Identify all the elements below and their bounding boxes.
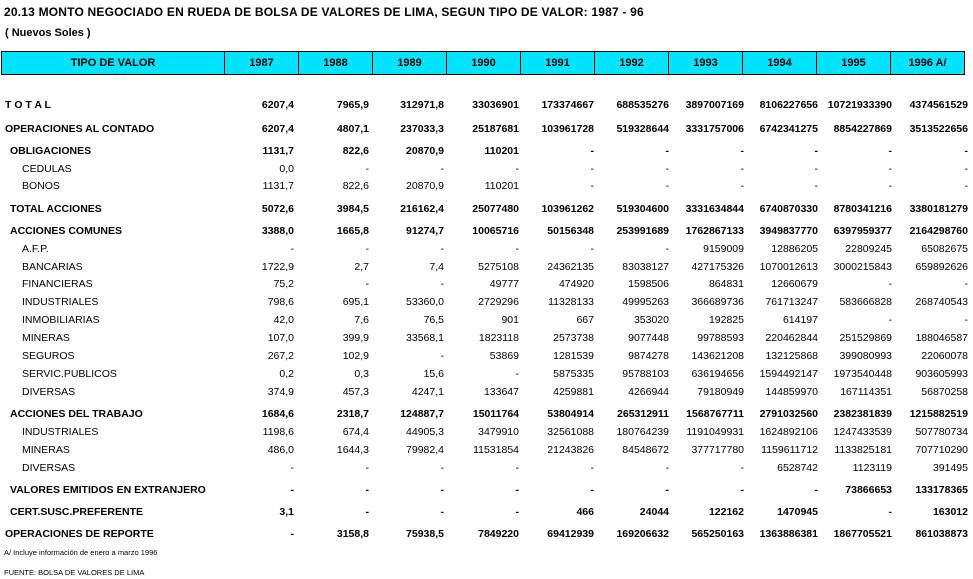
table-cell: -	[440, 506, 444, 518]
table-cell: 1363886381	[759, 528, 818, 540]
row-label: OPERACIONES AL CONTADO	[5, 123, 155, 135]
table-cell: 861038873	[915, 528, 968, 540]
header-year: 1994	[742, 51, 816, 75]
row-label: DIVERSAS	[22, 462, 76, 474]
table-cell: 1123119	[852, 462, 892, 474]
table-cell: 366689736	[691, 296, 744, 308]
table-cell: 95788103	[622, 368, 669, 380]
row-label: MINERAS	[22, 332, 70, 344]
table-cell: 399,9	[342, 332, 369, 344]
table-cell: 53804914	[547, 408, 594, 420]
row-label: SEGUROS	[22, 350, 75, 362]
table-cell: 12886205	[771, 243, 818, 255]
table-cell: -	[888, 314, 892, 326]
table-row	[0, 460, 973, 476]
table-cell: -	[440, 163, 444, 175]
table-row	[0, 294, 973, 310]
table-cell: 253991689	[616, 225, 669, 237]
table-cell: 25187681	[472, 123, 519, 135]
table-cell: 5072,6	[261, 203, 294, 215]
row-label: BONOS	[22, 180, 60, 192]
table-cell: 822,6	[342, 180, 369, 192]
table-cell: 103961728	[541, 123, 594, 135]
table-cell: 901	[501, 314, 519, 326]
table-cell: -	[440, 243, 444, 255]
table-cell: 7965,9	[336, 99, 369, 111]
table-cell: 1684,6	[261, 408, 294, 420]
table-cell: 3158,8	[336, 528, 369, 540]
row-label: T O T A L	[5, 99, 51, 111]
table-cell: 143621208	[691, 350, 744, 362]
table-cell: 1070012613	[759, 261, 818, 273]
row-label: A.F.P.	[22, 243, 49, 255]
table-row	[0, 143, 973, 159]
table-cell: 5275108	[478, 261, 519, 273]
table-cell: 8106227656	[759, 99, 818, 111]
table-cell: -	[365, 243, 369, 255]
table-cell: 9874278	[628, 350, 669, 362]
table-cell: -	[740, 145, 744, 157]
table-cell: 6207,4	[261, 123, 294, 135]
table-row	[0, 259, 973, 275]
table-cell: -	[814, 145, 818, 157]
table-cell: 798,6	[267, 296, 294, 308]
table-cell: 4374561529	[909, 99, 968, 111]
table-cell: 659892626	[915, 261, 968, 273]
page-title: 20.13 MONTO NEGOCIADO EN RUEDA DE BOLSA DE VALORES DE LIMA, SEGUN TIPO DE VALOR: 1987 - 96	[4, 5, 644, 19]
row-label: OPERACIONES DE REPORTE	[5, 528, 154, 540]
table-cell: 76,5	[423, 314, 444, 326]
table-cell: -	[964, 180, 968, 192]
table-cell: 3479910	[478, 426, 519, 438]
table-cell: 144859970	[765, 386, 818, 398]
table-cell: 1159611712	[761, 444, 818, 456]
table-cell: -	[515, 163, 519, 175]
table-cell: 79982,4	[406, 444, 444, 456]
table-cell: 124887,7	[400, 408, 444, 420]
table-row	[0, 312, 973, 328]
table-cell: -	[665, 180, 669, 192]
table-cell: 6528742	[777, 462, 818, 474]
table-header	[1, 51, 972, 75]
table-cell: 180764239	[616, 426, 669, 438]
table-cell: 53869	[489, 350, 519, 362]
source-note: FUENTE: BOLSA DE VALORES DE LIMA	[4, 568, 145, 577]
table-cell: -	[290, 243, 294, 255]
table-cell: 75938,5	[406, 528, 444, 540]
table-cell: 6397959377	[833, 225, 892, 237]
header-year: 1988	[298, 51, 372, 75]
table-cell: 3000215843	[833, 261, 892, 273]
table-cell: 22060078	[921, 350, 968, 362]
table-cell: 707710290	[915, 444, 968, 456]
table-cell: 15,6	[423, 368, 444, 380]
table-row	[0, 276, 973, 292]
table-cell: 169206632	[616, 528, 669, 540]
table-cell: 519328644	[616, 123, 669, 135]
table-cell: 636194656	[691, 368, 744, 380]
table-cell: 4807,1	[336, 123, 369, 135]
table-cell: -	[964, 314, 968, 326]
row-label: TOTAL ACCIONES	[10, 203, 102, 215]
table-cell: -	[590, 145, 594, 157]
table-cell: -	[665, 163, 669, 175]
row-label: CEDULAS	[22, 163, 72, 175]
table-cell: 22809245	[845, 243, 892, 255]
row-label: SERVIC.PUBLICOS	[22, 368, 117, 380]
table-row	[0, 406, 973, 422]
row-label: FINANCIERAS	[22, 278, 93, 290]
table-cell: 49995263	[622, 296, 669, 308]
table-cell: 688535276	[616, 99, 669, 111]
table-cell: 11531854	[473, 444, 519, 456]
table-row	[0, 201, 973, 217]
table-row	[0, 97, 973, 113]
table-cell: -	[365, 278, 369, 290]
table-cell: 65082675	[921, 243, 968, 255]
table-row	[0, 330, 973, 346]
table-cell: 91274,7	[406, 225, 444, 237]
table-cell: 3331634844	[685, 203, 744, 215]
table-cell: 1624892106	[759, 426, 818, 438]
table-cell: 3331757006	[685, 123, 744, 135]
table-cell: 3897007169	[685, 99, 744, 111]
table-row	[0, 348, 973, 364]
table-cell: 1191049931	[686, 426, 744, 438]
header-year: 1995	[816, 51, 890, 75]
table-cell: -	[590, 243, 594, 255]
table-cell: -	[888, 163, 892, 175]
table-cell: 667	[576, 314, 594, 326]
table-cell: -	[365, 163, 369, 175]
table-cell: -	[515, 484, 519, 496]
table-cell: 132125868	[765, 350, 818, 362]
table-cell: 6742341275	[759, 123, 818, 135]
table-cell: 133178365	[915, 484, 968, 496]
table-cell: -	[740, 462, 744, 474]
row-label: INMOBILIARIAS	[22, 314, 100, 326]
table-cell: 122162	[708, 506, 744, 518]
table-cell: 674,4	[342, 426, 369, 438]
header-year: 1990	[446, 51, 520, 75]
table-cell: 188046587	[915, 332, 968, 344]
header-year: 1992	[594, 51, 668, 75]
table-cell: 102,9	[342, 350, 369, 362]
table-cell: 1823118	[478, 332, 519, 344]
table-cell: -	[740, 484, 744, 496]
table-cell: 0,2	[279, 368, 294, 380]
table-cell: -	[665, 462, 669, 474]
table-cell: 0,0	[279, 163, 294, 175]
table-cell: -	[740, 163, 744, 175]
table-cell: 1598506	[628, 278, 669, 290]
table-cell: 3388,0	[261, 225, 294, 237]
table-row	[0, 241, 973, 257]
row-label: MINERAS	[22, 444, 70, 456]
table-cell: -	[590, 180, 594, 192]
table-cell: 220462844	[765, 332, 818, 344]
table-cell: 457,3	[342, 386, 369, 398]
table-cell: 110201	[484, 180, 519, 192]
row-label: INDUSTRIALES	[22, 426, 99, 438]
table-cell: 1133825181	[834, 444, 892, 456]
header-year: 1996 A/	[890, 51, 965, 75]
header-year: 1991	[520, 51, 594, 75]
table-cell: 44905,3	[406, 426, 444, 438]
table-cell: 761713247	[765, 296, 818, 308]
table-cell: -	[888, 506, 892, 518]
table-cell: -	[440, 350, 444, 362]
table-cell: -	[365, 506, 369, 518]
footnote: A/ Incluye información de enero a marzo 1996	[4, 548, 158, 557]
table-cell: 1644,3	[336, 444, 369, 456]
table-cell: 73866653	[845, 484, 892, 496]
table-cell: 267,2	[267, 350, 294, 362]
table-cell: 20870,9	[406, 145, 444, 157]
page-subtitle: ( Nuevos Soles )	[5, 27, 91, 39]
table-cell: 11328133	[548, 296, 594, 308]
table-cell: 99788593	[697, 332, 744, 344]
table-row	[0, 366, 973, 382]
table-cell: 10721933390	[827, 99, 892, 111]
table-cell: 4259881	[553, 386, 594, 398]
table-cell: 33568,1	[406, 332, 444, 344]
table-cell: 3,1	[279, 506, 294, 518]
table-cell: 1568767711	[686, 408, 744, 420]
table-cell: 192825	[708, 314, 744, 326]
table-cell: 3380181279	[909, 203, 968, 215]
header-tipo-de-valor: TIPO DE VALOR	[1, 51, 224, 75]
row-label: ACCIONES DEL TRABAJO	[10, 408, 143, 420]
table-cell: -	[440, 484, 444, 496]
row-label: ACCIONES COMUNES	[10, 225, 123, 237]
table-cell: 265312911	[617, 408, 669, 420]
table-cell: -	[814, 180, 818, 192]
table-cell: -	[964, 163, 968, 175]
table-row	[0, 526, 973, 542]
table-cell: 2573738	[553, 332, 594, 344]
table-cell: -	[964, 145, 968, 157]
table-cell: -	[888, 278, 892, 290]
table-cell: 353020	[633, 314, 669, 326]
table-cell: 133647	[483, 386, 519, 398]
table-cell: 486,0	[267, 444, 294, 456]
table-cell: -	[440, 278, 444, 290]
table-cell: 163012	[932, 506, 968, 518]
table-row	[0, 442, 973, 458]
table-cell: 9077448	[628, 332, 669, 344]
table-cell: 2164298760	[909, 225, 968, 237]
table-cell: 377717780	[691, 444, 744, 456]
table-row	[0, 178, 973, 194]
table-cell: 107,0	[267, 332, 294, 344]
table-cell: 3984,5	[336, 203, 369, 215]
table-cell: 312971,8	[400, 99, 444, 111]
table-cell: 110201	[484, 145, 519, 157]
table-cell: -	[814, 484, 818, 496]
table-cell: 49777	[489, 278, 519, 290]
table-cell: -	[590, 163, 594, 175]
table-cell: 237033,3	[400, 123, 444, 135]
table-cell: -	[590, 484, 594, 496]
table-cell: 2,7	[354, 261, 369, 273]
table-cell: 614197	[782, 314, 818, 326]
table-cell: 216162,4	[400, 203, 444, 215]
table-cell: 7,4	[429, 261, 444, 273]
table-cell: 6740870330	[759, 203, 818, 215]
table-cell: 391495	[932, 462, 968, 474]
row-label: BANCARIAS	[22, 261, 83, 273]
table-cell: 695,1	[342, 296, 369, 308]
table-cell: 56870258	[921, 386, 968, 398]
table-cell: -	[515, 462, 519, 474]
table-cell: 83038127	[622, 261, 669, 273]
table-cell: 1470945	[777, 506, 818, 518]
table-cell: -	[665, 243, 669, 255]
row-label: INDUSTRIALES	[22, 296, 99, 308]
table-cell: 507780734	[915, 426, 968, 438]
table-cell: 4247,1	[411, 386, 444, 398]
table-cell: 268740543	[915, 296, 968, 308]
table-cell: -	[665, 484, 669, 496]
table-cell: 24362135	[547, 261, 594, 273]
table-cell: 1722,9	[261, 261, 294, 273]
table-cell: 2382381839	[833, 408, 892, 420]
table-cell: -	[740, 180, 744, 192]
table-cell: 822,6	[342, 145, 369, 157]
table-cell: 50156348	[547, 225, 594, 237]
table-cell: 864831	[708, 278, 744, 290]
table-cell: 1198,6	[262, 426, 294, 438]
table-cell: -	[515, 506, 519, 518]
table-cell: 427175326	[691, 261, 744, 273]
table-cell: 374,9	[267, 386, 294, 398]
table-cell: 5875335	[553, 368, 594, 380]
table-cell: 32561088	[547, 426, 594, 438]
table-row	[0, 504, 973, 520]
table-cell: 6207,4	[261, 99, 294, 111]
table-cell: -	[814, 163, 818, 175]
table-cell: 10065716	[472, 225, 519, 237]
table-cell: 33036901	[472, 99, 519, 111]
table-cell: -	[365, 484, 369, 496]
table-cell: 1973540448	[833, 368, 892, 380]
table-cell: 4266944	[628, 386, 669, 398]
table-cell: 167114351	[840, 386, 892, 398]
table-cell: 173374667	[541, 99, 594, 111]
table-cell: 2791032560	[759, 408, 818, 420]
table-cell: 2729296	[478, 296, 519, 308]
table-cell: 21243826	[547, 444, 594, 456]
table-cell: -	[515, 368, 519, 380]
table-cell: 79180949	[697, 386, 744, 398]
table-row	[0, 161, 973, 177]
table-cell: 519304600	[616, 203, 669, 215]
table-cell: 565250163	[691, 528, 744, 540]
table-cell: 583666828	[839, 296, 892, 308]
table-cell: -	[888, 180, 892, 192]
table-cell: 3949837770	[759, 225, 818, 237]
row-label: VALORES EMITIDOS EN EXTRANJERO	[10, 484, 206, 496]
table-row	[0, 223, 973, 239]
row-label: CERT.SUSC.PREFERENTE	[10, 506, 144, 518]
table-row	[0, 121, 973, 137]
table-cell: 103961262	[541, 203, 594, 215]
table-cell: 7,6	[354, 314, 369, 326]
table-cell: 251529869	[839, 332, 892, 344]
table-cell: 1594492147	[759, 368, 818, 380]
table-cell: -	[888, 145, 892, 157]
row-label: OBLIGACIONES	[10, 145, 92, 157]
table-cell: -	[440, 462, 444, 474]
table-cell: 69412939	[547, 528, 594, 540]
table-cell: 8854227869	[833, 123, 892, 135]
table-cell: -	[964, 278, 968, 290]
header-year: 1989	[372, 51, 446, 75]
table-cell: 24044	[639, 506, 669, 518]
table-row	[0, 424, 973, 440]
table-cell: 1281539	[553, 350, 594, 362]
table-cell: 903605993	[915, 368, 968, 380]
table-cell: 399080993	[839, 350, 892, 362]
table-cell: 1215882519	[909, 408, 968, 420]
table-cell: 42,0	[273, 314, 294, 326]
table-row	[0, 384, 973, 400]
table-cell: 0,3	[354, 368, 369, 380]
row-label: DIVERSAS	[22, 386, 76, 398]
table-cell: 25077480	[472, 203, 519, 215]
table-cell: 1131,7	[262, 180, 294, 192]
table-cell: 8780341216	[833, 203, 892, 215]
table-cell: 75,2	[273, 278, 294, 290]
table-cell: 12660679	[771, 278, 818, 290]
table-cell: 9159009	[703, 243, 744, 255]
table-cell: -	[290, 528, 294, 540]
table-cell: 1247433539	[833, 426, 892, 438]
table-cell: -	[365, 462, 369, 474]
table-cell: 474920	[558, 278, 594, 290]
table-cell: 20870,9	[406, 180, 444, 192]
table-cell: 1867705521	[833, 528, 892, 540]
table-cell: 466	[576, 506, 594, 518]
table-cell: 84548672	[622, 444, 669, 456]
table-row	[0, 482, 973, 498]
table-cell: 2318,7	[336, 408, 369, 420]
table-cell: 1762867133	[685, 225, 744, 237]
table-cell: -	[590, 462, 594, 474]
table-cell: -	[290, 462, 294, 474]
table-cell: -	[290, 484, 294, 496]
table-cell: 15011764	[472, 408, 519, 420]
header-year: 1987	[224, 51, 298, 75]
table-cell: 1131,7	[262, 145, 294, 157]
table-cell: 3513522656	[909, 123, 968, 135]
table-cell: -	[515, 243, 519, 255]
table-cell: 53360,0	[406, 296, 444, 308]
table-cell: -	[665, 145, 669, 157]
header-year: 1993	[668, 51, 742, 75]
table-cell: 7849220	[478, 528, 519, 540]
table-cell: 1665,8	[336, 225, 369, 237]
